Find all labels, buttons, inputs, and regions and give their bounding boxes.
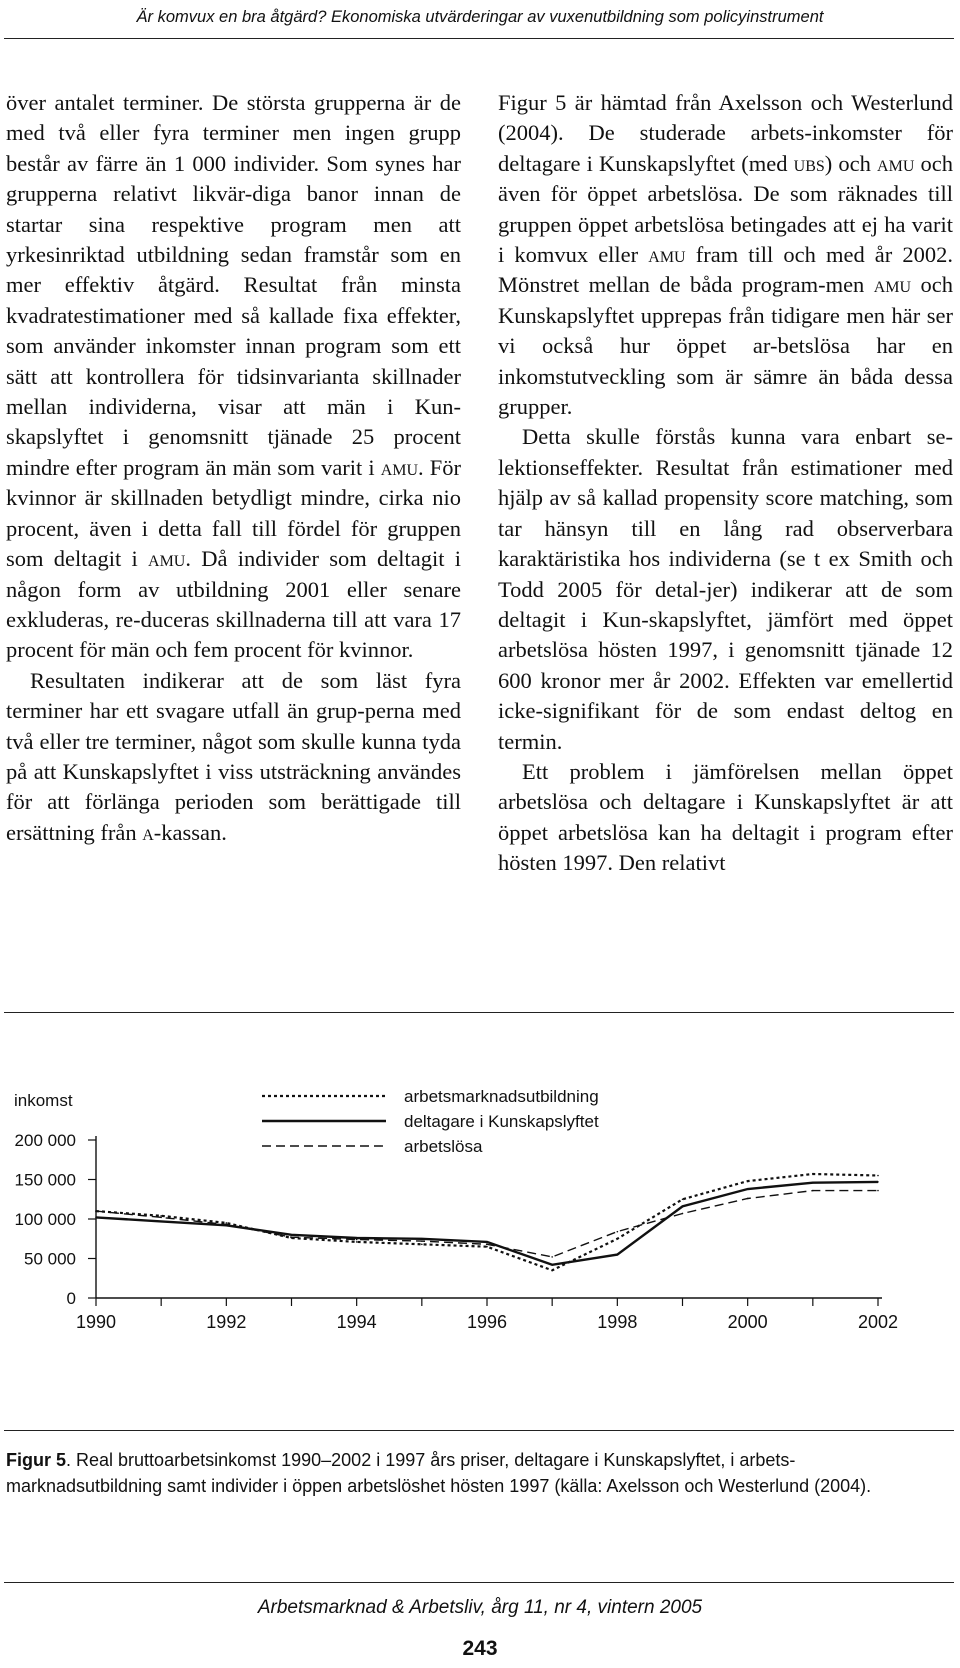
data-point <box>812 1182 814 1184</box>
text-run: Resultaten indikerar att de som läst fyra terminer har ett svagare utfall än grup-perna med två eller tre terminer, något som skulle kunna tyda på att Kunskapslyftet i viss utsträckning användes för att förlänga perioden som berättigade till ersättning från <box>6 667 461 845</box>
legend-label: arbetslösa <box>404 1137 483 1156</box>
data-point <box>486 1246 488 1248</box>
text-run: och Kunskapslyftet upprepas från tidigare men här ser vi också hur öppet ar-betslösa har en inkomstutveckling som är sämre än båda dessa grupper. <box>498 272 953 420</box>
data-point <box>682 1213 684 1215</box>
right-paragraph-1 <box>498 88 953 422</box>
abbrev-amu: amu <box>380 454 419 480</box>
data-point <box>877 1181 879 1183</box>
caption-label: Figur 5 <box>6 1450 67 1470</box>
data-point <box>421 1238 423 1240</box>
x-tick-label: 1996 <box>466 1312 508 1332</box>
data-point <box>877 1175 879 1177</box>
x-tick-label: 1990 <box>75 1312 117 1332</box>
x-tick-label: 2000 <box>727 1312 768 1332</box>
data-point <box>551 1264 553 1266</box>
data-point <box>421 1243 423 1245</box>
text-run: -kassan. <box>153 819 227 845</box>
data-point <box>226 1222 228 1224</box>
text-run: . Då individer som deltagit i någon form av utbildning 2001 eller senare exkluderas, re-duceras skillnaderna till att vara 17 procent för män och fem procent för kvinnor. <box>6 546 461 663</box>
journal-footer: Arbetsmarknad & Arbetsliv, årg 11, nr 4, vintern 2005 <box>257 1597 703 1618</box>
data-point <box>95 1217 97 1219</box>
data-point <box>291 1234 293 1236</box>
data-point <box>747 1188 749 1190</box>
figure-caption <box>6 1448 941 1499</box>
data-point <box>95 1210 97 1212</box>
data-point <box>486 1243 488 1245</box>
right-paragraph-2: Detta skulle förstås kunna vara enbart se-lektionseffekter. Resultat från estimationer med hjälp av så kallad propensity score matching, som tar hänsyn till en lång rad observerbara karaktäristika hos individerna (se t ex Smith och Todd 2005 för detal-jer) indikerar att de som deltagit i Kun-skapslyftet, jämfört med öppet arbetslösa hösten 1997, i genomsnitt tjänade 12 600 kronor mer år 2002. Effekten var emellertid icke-signifikant för de som endast deltog en termin. <box>498 424 953 754</box>
data-point <box>356 1237 358 1239</box>
data-point <box>551 1270 553 1272</box>
legend-label: deltagare i Kunskapslyftet <box>404 1112 599 1131</box>
abbrev-a: a <box>142 819 154 845</box>
data-point <box>617 1231 619 1233</box>
text-run: Figur 5 är hämtad från Axelsson och Westerlund (2004). De studerade arbets-inkomster för deltagare i Kunskapslyftet (med <box>498 90 953 176</box>
abbrev-amu: amu <box>648 242 686 268</box>
left-paragraph-2 <box>6 666 461 848</box>
data-point <box>682 1206 684 1208</box>
abbrev-amu: amu <box>877 150 915 176</box>
right-column <box>498 88 953 879</box>
data-point <box>421 1240 423 1242</box>
y-tick-label: 200 000 <box>14 1131 76 1150</box>
text-run: . För kvinnor är skillnaden betydligt mindre, cirka nio procent, även i detta fall till fördel för gruppen som deltagit i <box>6 454 461 572</box>
footer-rule <box>4 1582 954 1583</box>
running-head: Är komvux en bra åtgärd? Ekonomiska utvärderingar av vuxenutbildning som policyinstrument <box>136 8 824 26</box>
x-tick-label: 2002 <box>857 1312 899 1332</box>
x-tick-label: 1994 <box>336 1312 377 1332</box>
data-point <box>226 1224 228 1226</box>
abbrev-amu: amu <box>148 546 186 572</box>
text-run: och även för öppet arbetslösa. De som räknades till gruppen öppet arbetslösa betingades att ej ha varit i komvux eller <box>498 150 953 268</box>
data-point <box>551 1256 553 1258</box>
left-column <box>6 88 461 848</box>
x-tick-label: 1992 <box>206 1312 247 1332</box>
data-point <box>877 1190 879 1192</box>
y-tick-label: 50 000 <box>24 1249 76 1269</box>
data-point <box>617 1238 619 1240</box>
figure-bottom-rule <box>4 1430 954 1431</box>
y-tick-label: 150 000 <box>14 1170 76 1190</box>
legend-label: arbetsmarknadsutbildning <box>404 1090 599 1106</box>
income-line-chart <box>0 1090 960 1430</box>
left-paragraph-1 <box>6 88 461 666</box>
data-point <box>356 1241 358 1243</box>
data-point <box>160 1215 162 1217</box>
data-point <box>291 1236 293 1238</box>
abbrev-amu: amu <box>873 272 912 298</box>
data-point <box>617 1254 619 1256</box>
data-point <box>747 1180 749 1182</box>
right-paragraph-3: Ett problem i jämförelsen mellan öppet arbetslösa och deltagare i Kunskapslyftet är att öppet arbetslösa kan ha deltagit i program efter hösten 1997. Den relativt <box>498 758 953 876</box>
data-point <box>356 1239 358 1241</box>
text-run: över antalet terminer. De största grupperna är de med två eller fyra terminer men ingen grupp består av färre än 1 000 individer. Som synes har grupperna relativt likvär-diga banor innan de startar sina respektive program men att yrkesinriktad utbildning sedan framstår som en mer effektiv åtgärd. Resultat från minsta kvadratestimationer med så kallade fixa effekter, som använder inkomster innan program som ett sätt att kontrollera för tidsinvarianta skillnader mellan individerna, visar att män i Kun-skapslyftet i genomsnitt tjänade 25 procent mindre efter program än män som varit i <box>6 90 461 480</box>
text-run: ) och <box>824 150 878 176</box>
x-tick-label: 1998 <box>597 1312 638 1332</box>
figure-top-rule <box>4 1012 954 1013</box>
data-point <box>160 1221 162 1223</box>
data-point <box>160 1217 162 1219</box>
caption-text: . Real bruttoarbetsinkomst 1990–2002 i 1997 års priser, deltagare i Kunskapslyftet, i arbets-marknadsutbildning samt individer i öppen arbetslöshet hösten 1997 (källa: Axelsson och Westerlund (2004). <box>6 1450 872 1496</box>
y-tick-label: 0 <box>66 1289 76 1308</box>
data-point <box>682 1198 684 1200</box>
data-point <box>747 1198 749 1200</box>
abbrev-ubs: ubs <box>793 150 825 176</box>
data-point <box>812 1173 814 1175</box>
page-number: 243 <box>462 1637 498 1660</box>
text-run: fram till och med år 2002. Mönstret mellan de båda program-men <box>498 242 953 298</box>
y-tick-label: 100 000 <box>14 1210 76 1229</box>
y-axis-label: inkomst <box>14 1091 73 1110</box>
data-point <box>812 1190 814 1192</box>
header-rule <box>4 38 954 39</box>
data-point <box>486 1241 488 1243</box>
